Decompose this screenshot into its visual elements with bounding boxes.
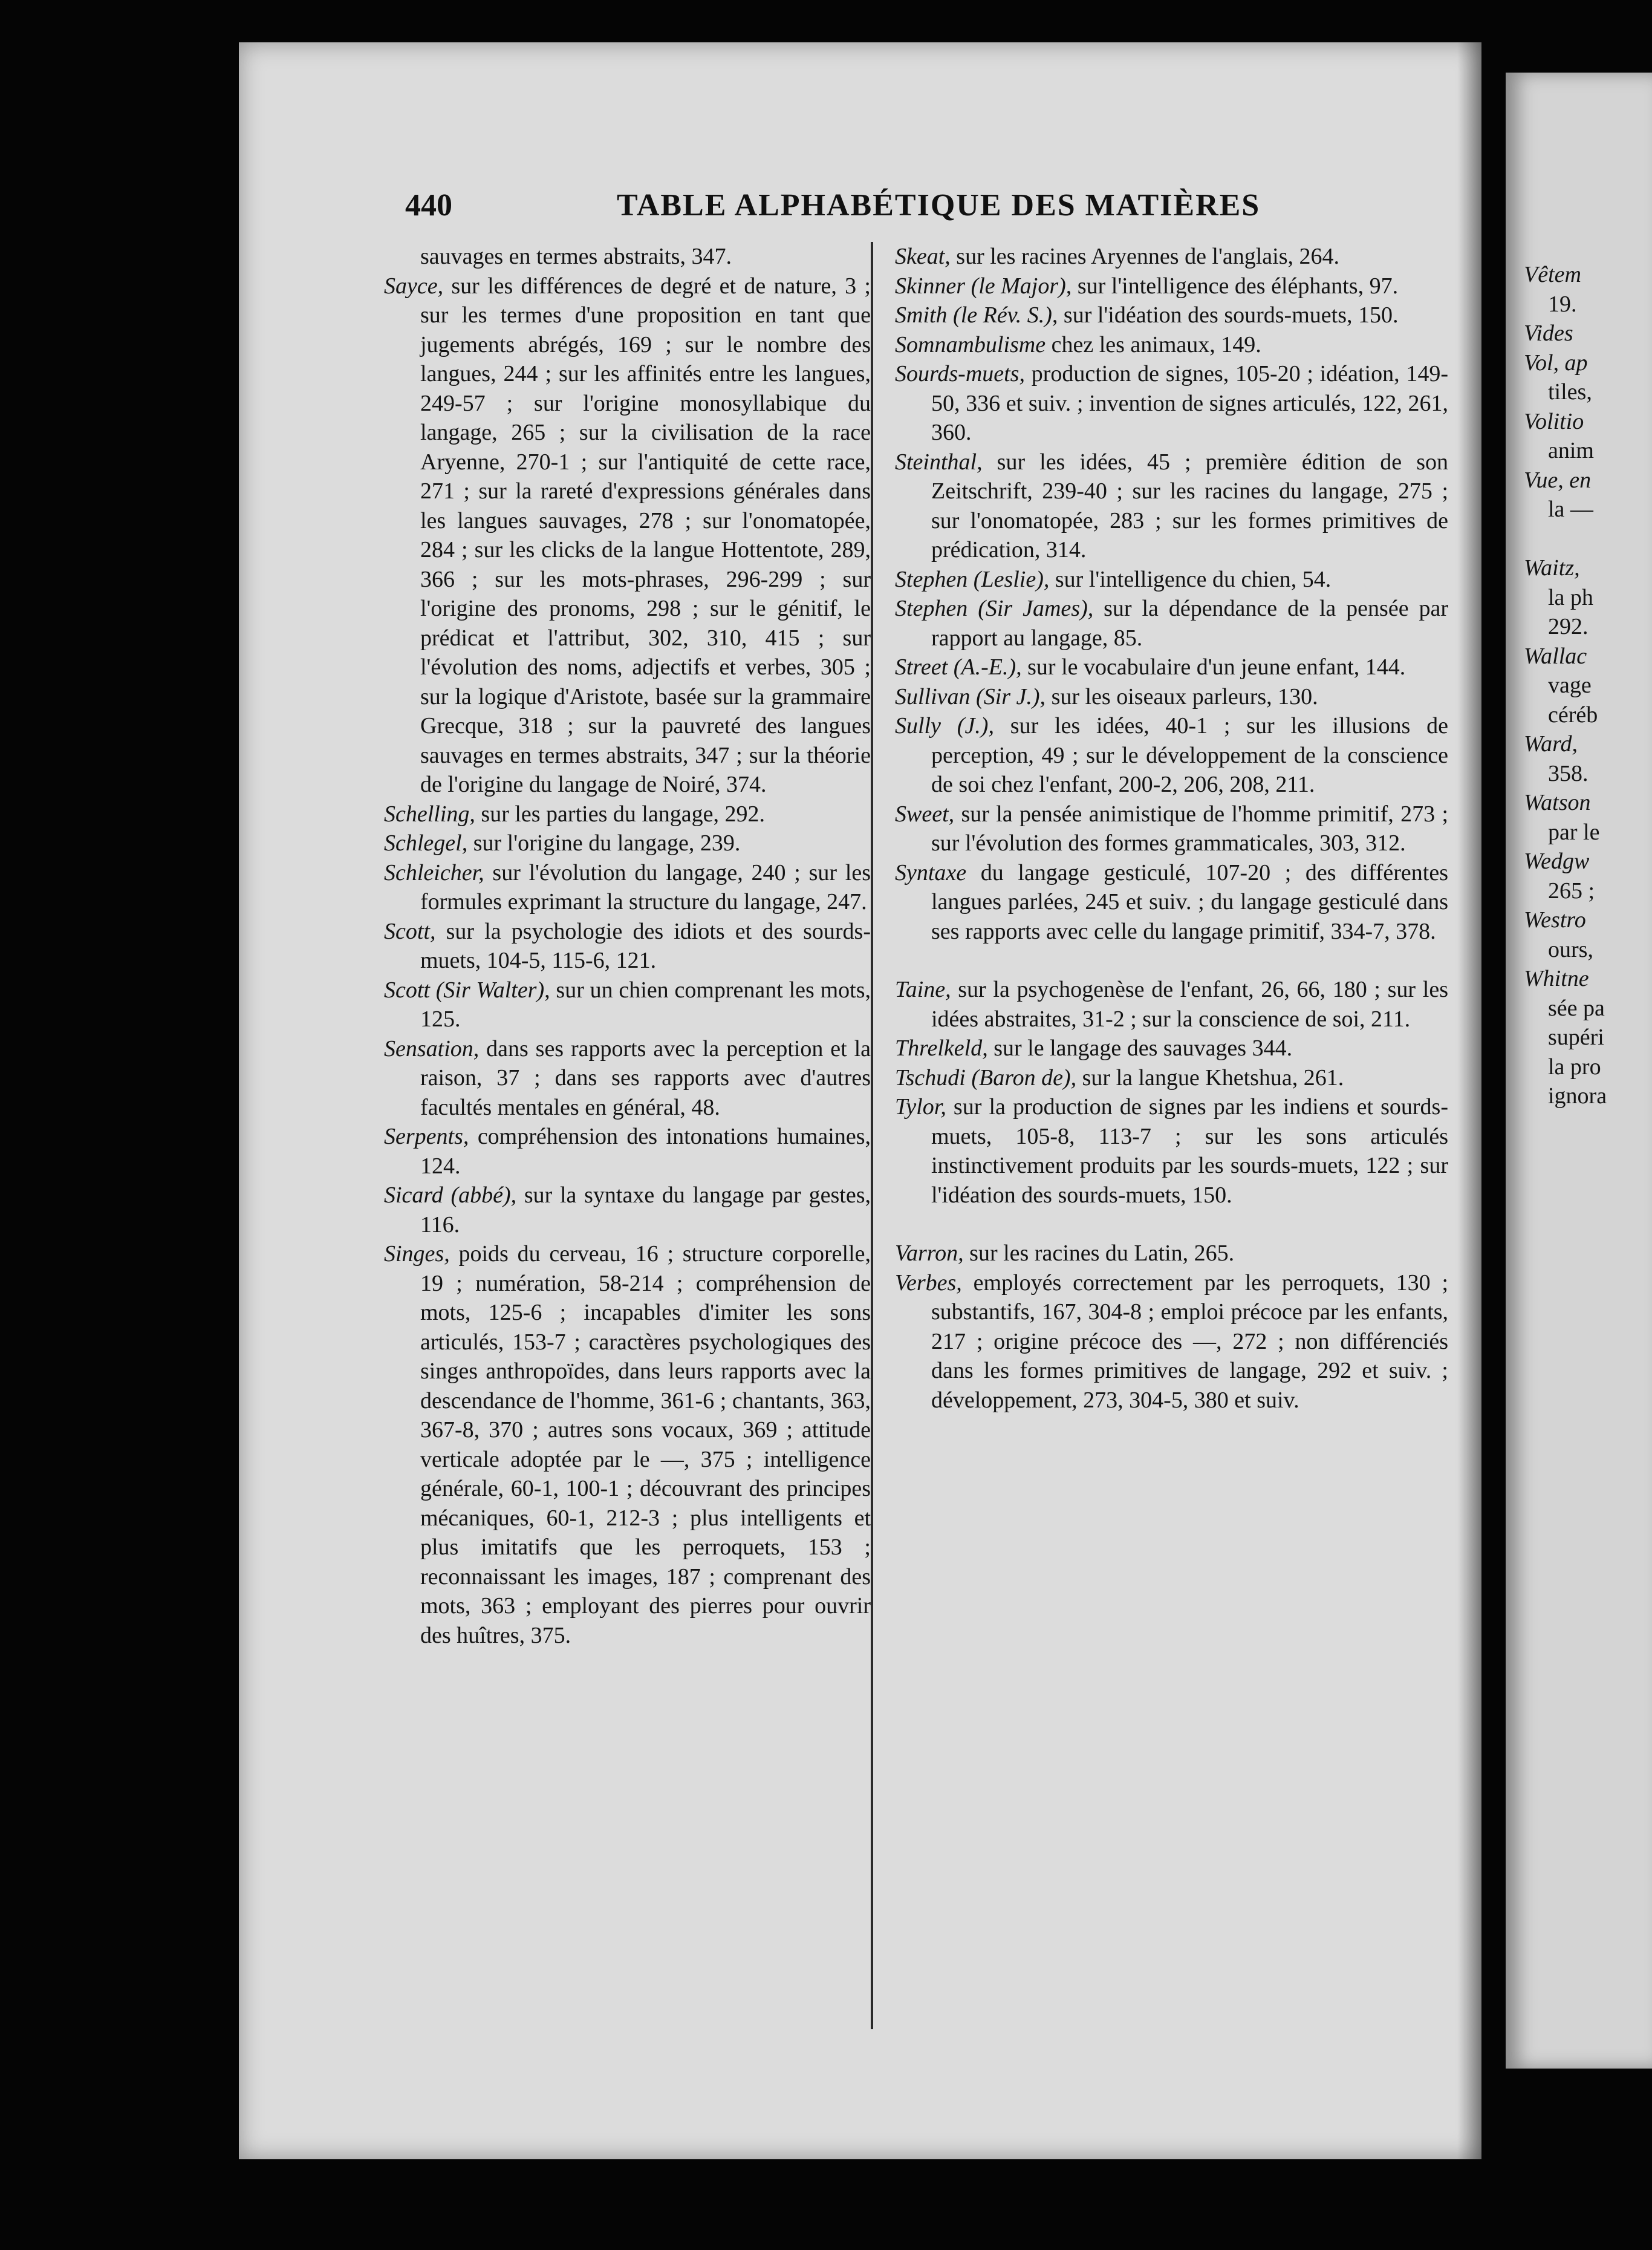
- index-entry-text: sur les idées, 40-1 ; sur les illusions de perception, 49 ; sur le développement de la conscience de soi chez l'enfant, 200-2, 206, 208, 211.: [931, 713, 1448, 797]
- adjacent-page-line: la pro: [1548, 1054, 1601, 1080]
- index-entry-text: employés correctement par les perroquets, 130 ; substantifs, 167, 304-8 ; emploi précoce par les enfants, 217 ; origine précoce des —, 272 ; non différenciés dans les formes primitives de langage, 292 et suiv. ; développement, 273, 304-5, 380 et suiv.: [931, 1270, 1448, 1413]
- index-entry: [895, 1092, 1448, 1210]
- index-entry-heading: Singes,: [384, 1241, 450, 1267]
- index-entry-text: sur les oiseaux parleurs, 130.: [1046, 683, 1318, 709]
- index-entry-text: sur l'origine du langage, 239.: [467, 830, 741, 856]
- index-entry-heading: Taine,: [895, 977, 951, 1002]
- entry-spacer: [895, 946, 1448, 975]
- index-entry-text: dans ses rapports avec la perception et la raison, 37 ; dans ses rapports avec d'autres facultés mentales en général, 48.: [420, 1035, 871, 1120]
- index-entry-text: du langage gesticulé, 107-20 ; des différentes langues parlées, 245 et suiv. ; du langage gesticulé dans ses rapports avec celle du langage primitif, 334-7, 378.: [931, 859, 1448, 944]
- page-number: 440: [405, 188, 452, 223]
- index-entry-text: sur l'évolution du langage, 240 ; sur les formules exprimant la structure du langage, 247.: [420, 859, 871, 915]
- index-entry: [384, 1122, 871, 1181]
- index-entry: [384, 1239, 871, 1650]
- index-entry: [895, 1268, 1448, 1415]
- index-entry-text: sur l'intelligence du chien, 54.: [1049, 566, 1332, 592]
- index-entry-heading: Threlkeld,: [895, 1035, 988, 1061]
- index-entry-heading: Sully (J.),: [895, 713, 994, 739]
- index-entry: [384, 242, 871, 272]
- running-head: [405, 188, 1457, 236]
- index-entry: [384, 800, 871, 829]
- index-entry: [895, 330, 1448, 360]
- index-entry-text: sauvages en termes abstraits, 347.: [420, 244, 732, 269]
- adjacent-page-line: par le: [1548, 819, 1600, 845]
- index-entry: [895, 1034, 1448, 1063]
- index-entry-text: sur un chien comprenant les mots, 125.: [420, 977, 871, 1032]
- adjacent-page-line: Waitz,: [1524, 555, 1580, 581]
- index-entry: [384, 1034, 871, 1123]
- index-entry-text: compréhension des intonations humaines, 124.: [420, 1124, 871, 1179]
- index-entry: [384, 858, 871, 917]
- adjacent-page-line: Westro: [1524, 907, 1586, 933]
- index-entry-text: sur la langue Khetshua, 261.: [1076, 1065, 1344, 1091]
- index-entry-text: sur le vocabulaire d'un jeune enfant, 144.: [1021, 654, 1406, 680]
- adjacent-page-line: Volitio: [1524, 408, 1584, 434]
- index-entry: [895, 448, 1448, 565]
- adjacent-page-line: ignora: [1548, 1083, 1607, 1109]
- index-entry-heading: Skinner (le Major),: [895, 273, 1072, 299]
- adjacent-page-line: 19.: [1548, 291, 1577, 317]
- index-entry-text: production de signes, 105-20 ; idéation, 149-50, 336 et suiv. ; invention de signes articulés, 122, 261, 360.: [931, 361, 1448, 445]
- index-column-left: [384, 242, 871, 1650]
- adjacent-page-text: [1524, 260, 1652, 1111]
- index-entry: [384, 272, 871, 800]
- index-entry-heading: Street (A.-E.),: [895, 654, 1022, 680]
- index-entry-text: sur les racines du Latin, 265.: [963, 1241, 1235, 1266]
- index-entry: [895, 359, 1448, 448]
- index-entry-heading: Schelling,: [384, 801, 475, 827]
- adjacent-page-line: vage: [1548, 673, 1592, 698]
- index-entry-heading: Serpents,: [384, 1124, 469, 1149]
- index-entry-heading: Sullivan (Sir J.),: [895, 683, 1046, 709]
- index-entry-text: sur la dépendance de la pensée par rapport au langage, 85.: [931, 596, 1448, 651]
- adjacent-page-line: tiles,: [1548, 379, 1592, 405]
- index-entry-heading: Sicard (abbé),: [384, 1182, 517, 1208]
- adjacent-page-line: Ward,: [1524, 731, 1578, 757]
- index-entry-heading: Tschudi (Baron de),: [895, 1065, 1077, 1091]
- index-entry-heading: Syntaxe: [895, 859, 967, 885]
- index-column-right: [895, 242, 1448, 1415]
- adjacent-page-line: Wedgw: [1524, 849, 1590, 874]
- index-entry: [384, 829, 871, 858]
- entry-spacer: [895, 1210, 1448, 1239]
- adjacent-page-line: supéri: [1548, 1025, 1604, 1050]
- index-entry: [384, 976, 871, 1034]
- index-entry-heading: Varron,: [895, 1241, 964, 1266]
- index-entry: [895, 272, 1448, 301]
- index-entry-heading: Sayce,: [384, 273, 444, 299]
- index-entry-heading: Sensation,: [384, 1035, 480, 1061]
- index-entry-text: sur les racines Aryennes de l'anglais, 264.: [950, 244, 1339, 269]
- index-entry: [895, 301, 1448, 330]
- index-entry-text: sur la production de signes par les indiens et sourds-muets, 105-8, 113-7 ; sur les sons articulés instinctivement produits par les sourds-muets, 122 ; sur l'idéation des sourds-muets, 150.: [931, 1094, 1448, 1208]
- adjacent-page-line: Vol, ap: [1524, 350, 1588, 376]
- adjacent-page-line: la —: [1548, 497, 1593, 522]
- index-entry-text: sur la psychologie des idiots et des sourds-muets, 104-5, 115-6, 121.: [420, 918, 871, 973]
- index-entry-heading: Skeat,: [895, 244, 951, 269]
- index-entry-heading: Sourds-muets,: [895, 361, 1025, 386]
- index-entry-text: sur la psychogenèse de l'enfant, 26, 66, 180 ; sur les idées abstraites, 31-2 ; sur la conscience de soi, 211.: [931, 977, 1448, 1032]
- adjacent-page-line: Vue, en: [1524, 467, 1592, 493]
- index-entry-text: poids du cerveau, 16 ; structure corporelle, 19 ; numération, 58-214 ; compréhension de mots, 125-6 ; incapables d'imiter les sons articulés, 153-7 ; caractères psychologiques des singes anthropoïdes, dans leurs rapports avec la descendance de l'homme, 361-6 ; chantants, 363, 367-8, 370 ; autres sons vocaux, 369 ; attitude verticale adoptée par le —, 375 ; intelligence générale, 60-1, 100-1 ; découvrant des principes mécaniques, 60-1, 212-3 ; plus intelligents et plus imitatifs que les perroquets, 153 ; reconnaissant les images, 187 ; comprenant des mots, 363 ; employant des pierres pour ouvrir des huîtres, 375.: [420, 1241, 871, 1648]
- index-entry-text: sur la syntaxe du langage par gestes, 116.: [420, 1182, 871, 1238]
- index-entry: [384, 917, 871, 976]
- index-entry-text: sur la pensée animistique de l'homme primitif, 273 ; sur l'évolution des formes grammaticales, 303, 312.: [931, 801, 1448, 856]
- index-entry: [895, 975, 1448, 1034]
- adjacent-page-line: sée pa: [1548, 995, 1605, 1021]
- adjacent-page-line: céréb: [1548, 702, 1598, 728]
- page-title: TABLE ALPHABÉTIQUE DES MATIÈRES: [617, 188, 1261, 223]
- index-entry-text: sur les idées, 45 ; première édition de son Zeitschrift, 239-40 ; sur les racines du langage, 275 ; sur l'onomatopée, 283 ; sur les formes primitives de prédication, 314.: [931, 449, 1448, 562]
- index-entry-text: sur l'intelligence des éléphants, 97.: [1072, 273, 1399, 299]
- adjacent-page-line: 265 ;: [1548, 878, 1595, 904]
- index-entry-heading: Scott (Sir Walter),: [384, 977, 550, 1003]
- index-entry-text: sur le langage des sauvages 344.: [987, 1035, 1293, 1061]
- index-entry-heading: Steinthal,: [895, 449, 983, 475]
- index-entry-heading: Stephen (Leslie),: [895, 566, 1050, 592]
- index-entry-text: chez les animaux, 149.: [1046, 331, 1261, 357]
- index-entry-text: sur l'idéation des sourds-muets, 150.: [1058, 302, 1399, 328]
- adjacent-page-line: Watson: [1524, 790, 1591, 815]
- index-entry-text: sur les parties du langage, 292.: [475, 801, 766, 827]
- adjacent-page-line: anim: [1548, 438, 1594, 463]
- adjacent-page-line: Wallac: [1524, 643, 1587, 669]
- index-entry: [895, 242, 1448, 272]
- index-entry-heading: Scott,: [384, 918, 436, 944]
- index-entry-text: sur les différences de degré et de nature, 3 ; sur les termes d'une proposition en tant que jugements abrégés, 169 ; sur le nombre des langues, 244 ; sur les affinités entre les langues, 249-57 ; sur l'origine monosyllabique du langage, 265 ; sur la civilisation de la race Aryenne, 270-1 ; sur l'antiquité de cette race, 271 ; sur la rareté d'expressions générales dans les langues sauvages, 278 ; sur l'onomatopée, 284 ; sur les clicks de la langue Hottentote, 289, 366 ; sur les mots-phrases, 296-299 ; sur l'origine des pronoms, 298 ; sur le génitif, le prédicat et l'attribut, 302, 310, 415 ; sur l'évolution des noms, adjectifs et verbes, 305 ; sur la logique d'Aristote, basée sur la grammaire Grecque, 318 ; sur la pauvreté des langues sauvages en termes abstraits, 347 ; sur la théorie de l'origine du langage de Noiré, 374.: [420, 273, 871, 797]
- index-entry-heading: Somnambulisme: [895, 331, 1046, 357]
- index-entry: [895, 594, 1448, 653]
- index-entry-heading: Tylor,: [895, 1094, 946, 1120]
- adjacent-page-line: [1524, 524, 1652, 554]
- adjacent-page-line: Vêtem: [1524, 262, 1581, 287]
- index-entry: [895, 1063, 1448, 1093]
- adjacent-page-edge: [1506, 73, 1652, 2069]
- adjacent-page-line: la ph: [1548, 584, 1593, 610]
- index-entry-heading: Schleicher,: [384, 859, 484, 885]
- index-entry: [895, 711, 1448, 800]
- index-entry-heading: Smith (le Rév. S.),: [895, 302, 1058, 328]
- index-entry-heading: Verbes,: [895, 1270, 962, 1296]
- column-divider: [871, 242, 873, 2029]
- index-entry: [895, 858, 1448, 947]
- adjacent-page-line: 358.: [1548, 760, 1589, 786]
- index-entry: [895, 682, 1448, 712]
- index-entry-heading: Stephen (Sir James),: [895, 596, 1094, 621]
- index-entry: [895, 653, 1448, 682]
- adjacent-page-line: 292.: [1548, 614, 1589, 639]
- index-entry: [895, 565, 1448, 595]
- book-page: [239, 42, 1481, 2159]
- adjacent-page-line: Vides: [1524, 321, 1573, 346]
- index-entry: [895, 800, 1448, 858]
- index-entry-heading: Schlegel,: [384, 830, 468, 856]
- index-entry: [384, 1181, 871, 1239]
- index-entry-heading: Sweet,: [895, 801, 955, 827]
- adjacent-page-line: Whitne: [1524, 966, 1589, 991]
- adjacent-page-line: ours,: [1548, 936, 1593, 962]
- index-entry: [895, 1239, 1448, 1268]
